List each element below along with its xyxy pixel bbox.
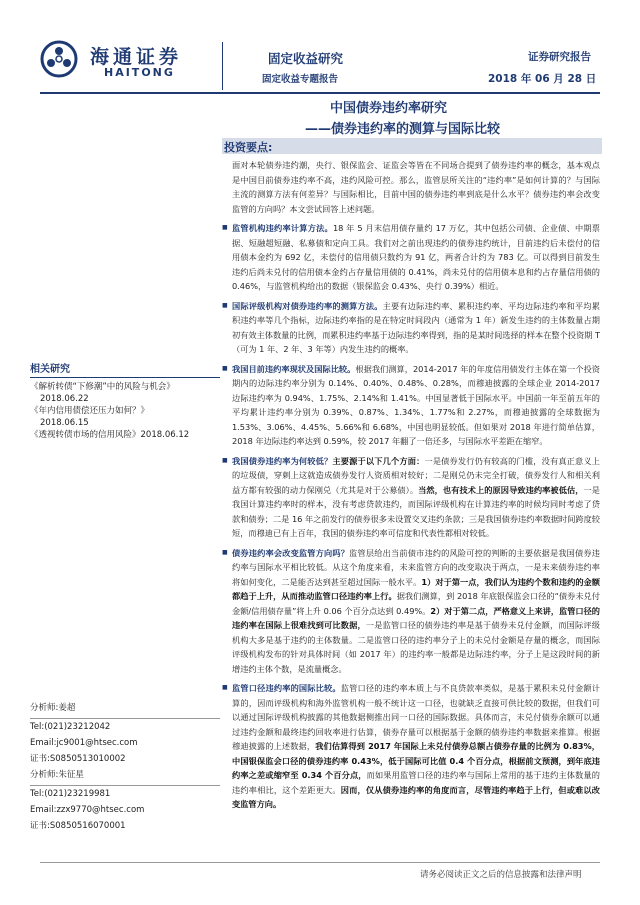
point-text: 一是我国计算违约率时的样本，没有考虑贷款违约，而国际评级机构在计算违约率的时候均同时考虑了贷款和债券；二是 16 年之前发行的债券很多未设置交叉违约条款；三是我国债券违约率数据时间跨度较短，而穆迪已有上百年，我国的债券违约率可信度和代表性都相对较低。 [232, 484, 600, 538]
point-bold: 2）对于第二点，严格意义上来讲，监管口径的违约率在国际上很难找到可比数据， [232, 605, 600, 630]
analyst-cert: 证书:S0850516070001 [30, 821, 126, 831]
related-item-date: 2018.06.15 [40, 418, 89, 428]
logo-english-name: HAITONG [104, 66, 175, 79]
related-research [30, 360, 220, 441]
related-item-date: 2018.06.22 [40, 394, 89, 404]
point-regulation-direction [232, 546, 600, 677]
point-text: 根据我们测算，2014-2017 年的年度信用债发行主体在第一个投资期内的边际违约率分别为 0.14%、0.40%、0.48%、0.28%，而穆迪披露的全球企业 2014-2017 边际违约率为 0.94%、1.75%、2.14%和 1.41%。中国显著低于国际水平。中国前一年至前五年的平均累计违约率分别为 0.39%、0.87%、1.34%、1.77%和 2.27%，而穆迪披露的全球数据为 1.53%、3.06%、4.45%、5.66%和 6.68%，中国也明显较低。但如果对 2018 年进行简单估算，2018 年边际违约率达到 0.59%，较 2017 年翻了一倍还多，与国际水平差距在缩窄。 [232, 363, 600, 446]
analyst-block [30, 700, 220, 834]
point-text: 监管层给出当前债市违约的风险可控的判断的主要依据是我国债券违约率与国际水平相比较低。从这个角度来看，未来监管方向的改变取决于两点，一是未来债券违约率将如何变化，二是能否达到甚至超过国际一般水平。 [232, 547, 600, 587]
point-text: 而如果用监管口径的违约率与国际上常用的基于违约主体数量的违约率相比，这个差距更大。 [232, 770, 600, 795]
analyst-name: 分析师:朱征星 [30, 770, 84, 780]
point-text: 一是债券发行仍有较高的门槛，没有真正意义上的垃圾债，穿刺上这就造成债券发行人资质相对较好；二是刚兑仍未完全打破，债券发行人和相关利益方都有较强的动力保刚兑（尤其是对于公募债）。 [232, 455, 600, 495]
point-text: 18 年 5 月末信用债存量约 17 万亿，其中包括公司债、企业债、中期票据、短融超短融、私募债和定向工具。我们对之前出现违约的债券违约统计，目前违约后未偿付的信用债本金约为 692 亿，未偿付的信用债只数约为 91 亿，两者合计约为 783 亿。可以得到目前发生违约后尚未兑付的信用债本金约占存量信用债的 0.41%，尚未兑付的信用债本息和约占存量信用债的 0.46%，与监管机构给出的数据（银保监会 0.43%、央行 0.39%）相近。 [232, 223, 600, 291]
point-heading: 监管机构违约率计算方法。 [232, 223, 333, 233]
point-text: 主要有边际违约率、累积违约率、平均边际违约率和平均累积违约率等几个指标，边际违约率指的是在特定时间段内（通常为 1 年）新发生违约的主体数量占期初有效主体数量的比例，而累积违约率基于边际违约率得到，指的是某时间选择的样本在整个投资期 T（可为 1 年、2 年、3 年等）内发生违约的概率。 [232, 300, 600, 354]
report-date: 2018 年 06 月 28 日 [488, 73, 597, 85]
point-rating-method [232, 299, 600, 357]
point-text: 监管口径的违约率本质上与不良贷款率类似，是基于累积未兑付金额计算的，因而评级机构和海外监管机构一般不统计这一口径，也就缺乏直接可供比较的数据，但我们可以通过国际评级机构披露的其他数据侧推出同一口径的国际数据。具体而言，未兑付债券余额可以通过违约金额和最终违约回收率进行估算，债券存量可以根据基于金额的债券违约率数据来推算。根据穆迪披露的上述数据， [232, 683, 600, 751]
point-text: 一是监管口径的债券违约率是基于债券未兑付金额，而国际评级机构大多是基于违约的主体数量。二是监管口径的违约率分子上的未兑付金额是存量的概念，而国际评级机构发布的针对具体时间（如 2017 年）的违约率一般都是边际违约率，分子上是这段时间的新增违约主体个数，是流量概念。 [232, 620, 600, 674]
header-subcategory: 固定收益专题报告 [262, 74, 339, 85]
section-label: 投资要点: [224, 141, 273, 154]
point-text: 据我们测算，到 2018 年底银保监会口径的“债券未兑付金额/信用债存量”将上升 0.06 个百分点达到 0.49%。 [232, 591, 600, 616]
header-rule [40, 92, 600, 94]
footer-disclaimer: 请务必阅读正文之后的信息披露和法律声明 [420, 870, 582, 880]
header-divider [222, 42, 223, 90]
point-heading: 我国债券违约率为何较低？ [232, 455, 333, 466]
point-why-low [232, 454, 600, 541]
point-heading: 我国目前违约率现状及国际比较。 [232, 363, 356, 374]
haitong-logo-icon [40, 40, 78, 78]
related-research-heading: 相关研究 [30, 360, 220, 378]
point-regulator-method [232, 221, 600, 294]
header-category: 固定收益研究 [268, 51, 344, 66]
report-subtitle: ——债券违约率的测算与国际比较 [305, 122, 501, 137]
related-item-title[interactable]: 《解析转债“下修潮”中的风险与机会》 [30, 382, 175, 392]
analyst-tel: Tel:(021)23212042 [30, 722, 111, 732]
analyst-cert: 证书:S0850513010002 [30, 754, 126, 764]
point-bold: 主要源于以下几个方面： [332, 455, 425, 466]
footer-rule [40, 862, 600, 863]
main-content [232, 158, 600, 817]
point-current-status [232, 362, 600, 449]
point-bold: 当然，也有技术上的原因导致违约率被低估， [418, 484, 584, 495]
report-title: 中国债券违约率研究 [330, 101, 448, 116]
intro-paragraph: 面对本轮债券违约潮，央行、银保监会、证监会等皆在不同场合提到了债券违约率的概念，基本观点是中国目前债券违约率不高，违约风险可控。那么，监管层所关注的“违约率”是如何计算的？与国际主流的测算方法有何差异？与国际相比，目前中国的债券违约率到底是什么水平？债券违约率会改变监管的方向吗？本文尝试回答上述问题。 [232, 160, 600, 214]
point-bold: 1）对于第一点，我们认为违约个数和违约的金额都趋于上升，从而推动监管口径违约率上行。 [232, 576, 600, 601]
analyst-email[interactable]: Email:zzx9770@htsec.com [30, 805, 145, 815]
point-heading: 债券违约率会改变监管方向吗？ [232, 547, 350, 558]
related-item-title[interactable]: 《透视转债市场的信用风险》2018.06.12 [30, 430, 190, 440]
report-type: 证券研究报告 [528, 51, 591, 63]
related-item-title[interactable]: 《年内信用债偿还压力如何？》 [30, 406, 150, 416]
point-heading: 国际评级机构对债券违约率的测算方法。 [232, 300, 383, 311]
analyst-tel: Tel:(021)23219981 [30, 789, 111, 799]
point-bold: 我们估算得到 2017 年国际上未兑付债券总额占债券存量的比例为 0.83%，中国银保监会口径的债券违约率 0.43%，低于国际可比值 0.4 个百分点，根据前文预测，到年底违约率之差或缩窄至 0.34 个百分点， [232, 741, 600, 780]
logo-chinese-name: 海通证券 [90, 46, 183, 68]
point-bold: 因而，仅从债券违约率的角度而言，尽管违约率趋于上行，但或难以改变监管方向。 [232, 784, 600, 809]
analyst-name: 分析师:姜超 [30, 703, 76, 713]
point-international-comparison [232, 681, 600, 812]
section-band [222, 138, 602, 154]
point-heading: 监管口径违约率的国际比较。 [232, 683, 341, 693]
related-item-date: 2018.06.12 [140, 430, 190, 440]
analyst-email[interactable]: Email:jc9001@htsec.com [30, 738, 138, 748]
